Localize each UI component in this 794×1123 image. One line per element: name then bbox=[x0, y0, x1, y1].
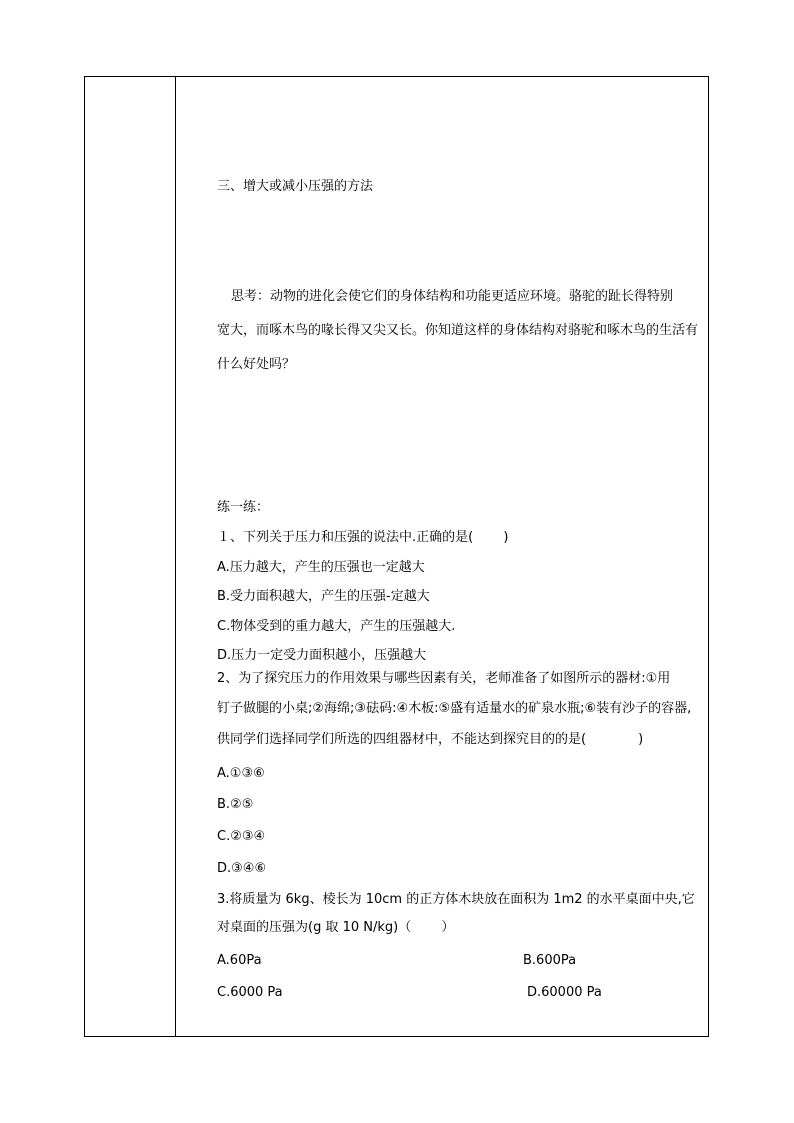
q3-option-b: B.600Pa bbox=[523, 953, 577, 968]
q2-option-a: A.①③⑥ bbox=[217, 766, 265, 781]
q1-option-b: B.受力面积越大，产生的压强-定越大 bbox=[217, 589, 430, 604]
q1-option-d: D.压力一定受力面积越小，压强越大 bbox=[217, 648, 427, 663]
q3-option-a: A.60Pa bbox=[217, 953, 262, 968]
practice-heading: 练一练： bbox=[217, 500, 270, 515]
lesson-table bbox=[84, 76, 709, 1037]
q2-line-2: 钉子做腿的小桌;②海绵;③砝码:④木板:⑤盛有适量水的矿泉水瓶;⑥装有沙子的容器, bbox=[217, 701, 692, 716]
think-line-1: 思考：动物的进化会使它们的身体结构和功能更适应环境。骆驼的趾长得特别 bbox=[231, 289, 674, 304]
q2-option-d: D.③④⑥ bbox=[217, 861, 267, 876]
q3-option-d: D.60000 Pa bbox=[527, 985, 602, 1000]
q3-line-1: 3.将质量为 6kg、棱长为 10cm 的正方体木块放在面积为 1m2 的水平桌面中央,它 bbox=[217, 892, 695, 907]
q2-option-b: B.②⑤ bbox=[217, 797, 254, 812]
q2-option-c: C.②③④ bbox=[217, 829, 266, 844]
q3-line-2: 对桌面的压强为(g 取 10 N/kg)（ ） bbox=[217, 920, 455, 935]
think-line-3: 什么好处吗？ bbox=[217, 357, 296, 372]
q1-option-c: C.物体受到的重力越大，产生的压强越大. bbox=[217, 619, 456, 634]
think-line-2: 宽大，而啄木鸟的喙长得又尖又长。你知道这样的身体结构对骆驼和啄木鸟的生活有 bbox=[217, 323, 699, 338]
section-title: 三、增大或减小压强的方法 bbox=[217, 179, 374, 194]
column-divider bbox=[175, 77, 176, 1036]
q2-line-3: 供同学们选择同学们所选的四组器材中，不能达到探究目的的是( ) bbox=[217, 732, 644, 747]
q1-option-a: A.压力越大，产生的压强也一定越大 bbox=[217, 560, 425, 575]
content-cell bbox=[181, 77, 708, 1036]
q3-option-c: C.6000 Pa bbox=[217, 985, 283, 1000]
q2-line-1: 2、为了探究压力的作用效果与哪些因素有关，老师准备了如图所示的器材:①用 bbox=[217, 671, 671, 686]
q1-stem: １、下列关于压力和压强的说法中.正确的是( ) bbox=[217, 530, 509, 545]
